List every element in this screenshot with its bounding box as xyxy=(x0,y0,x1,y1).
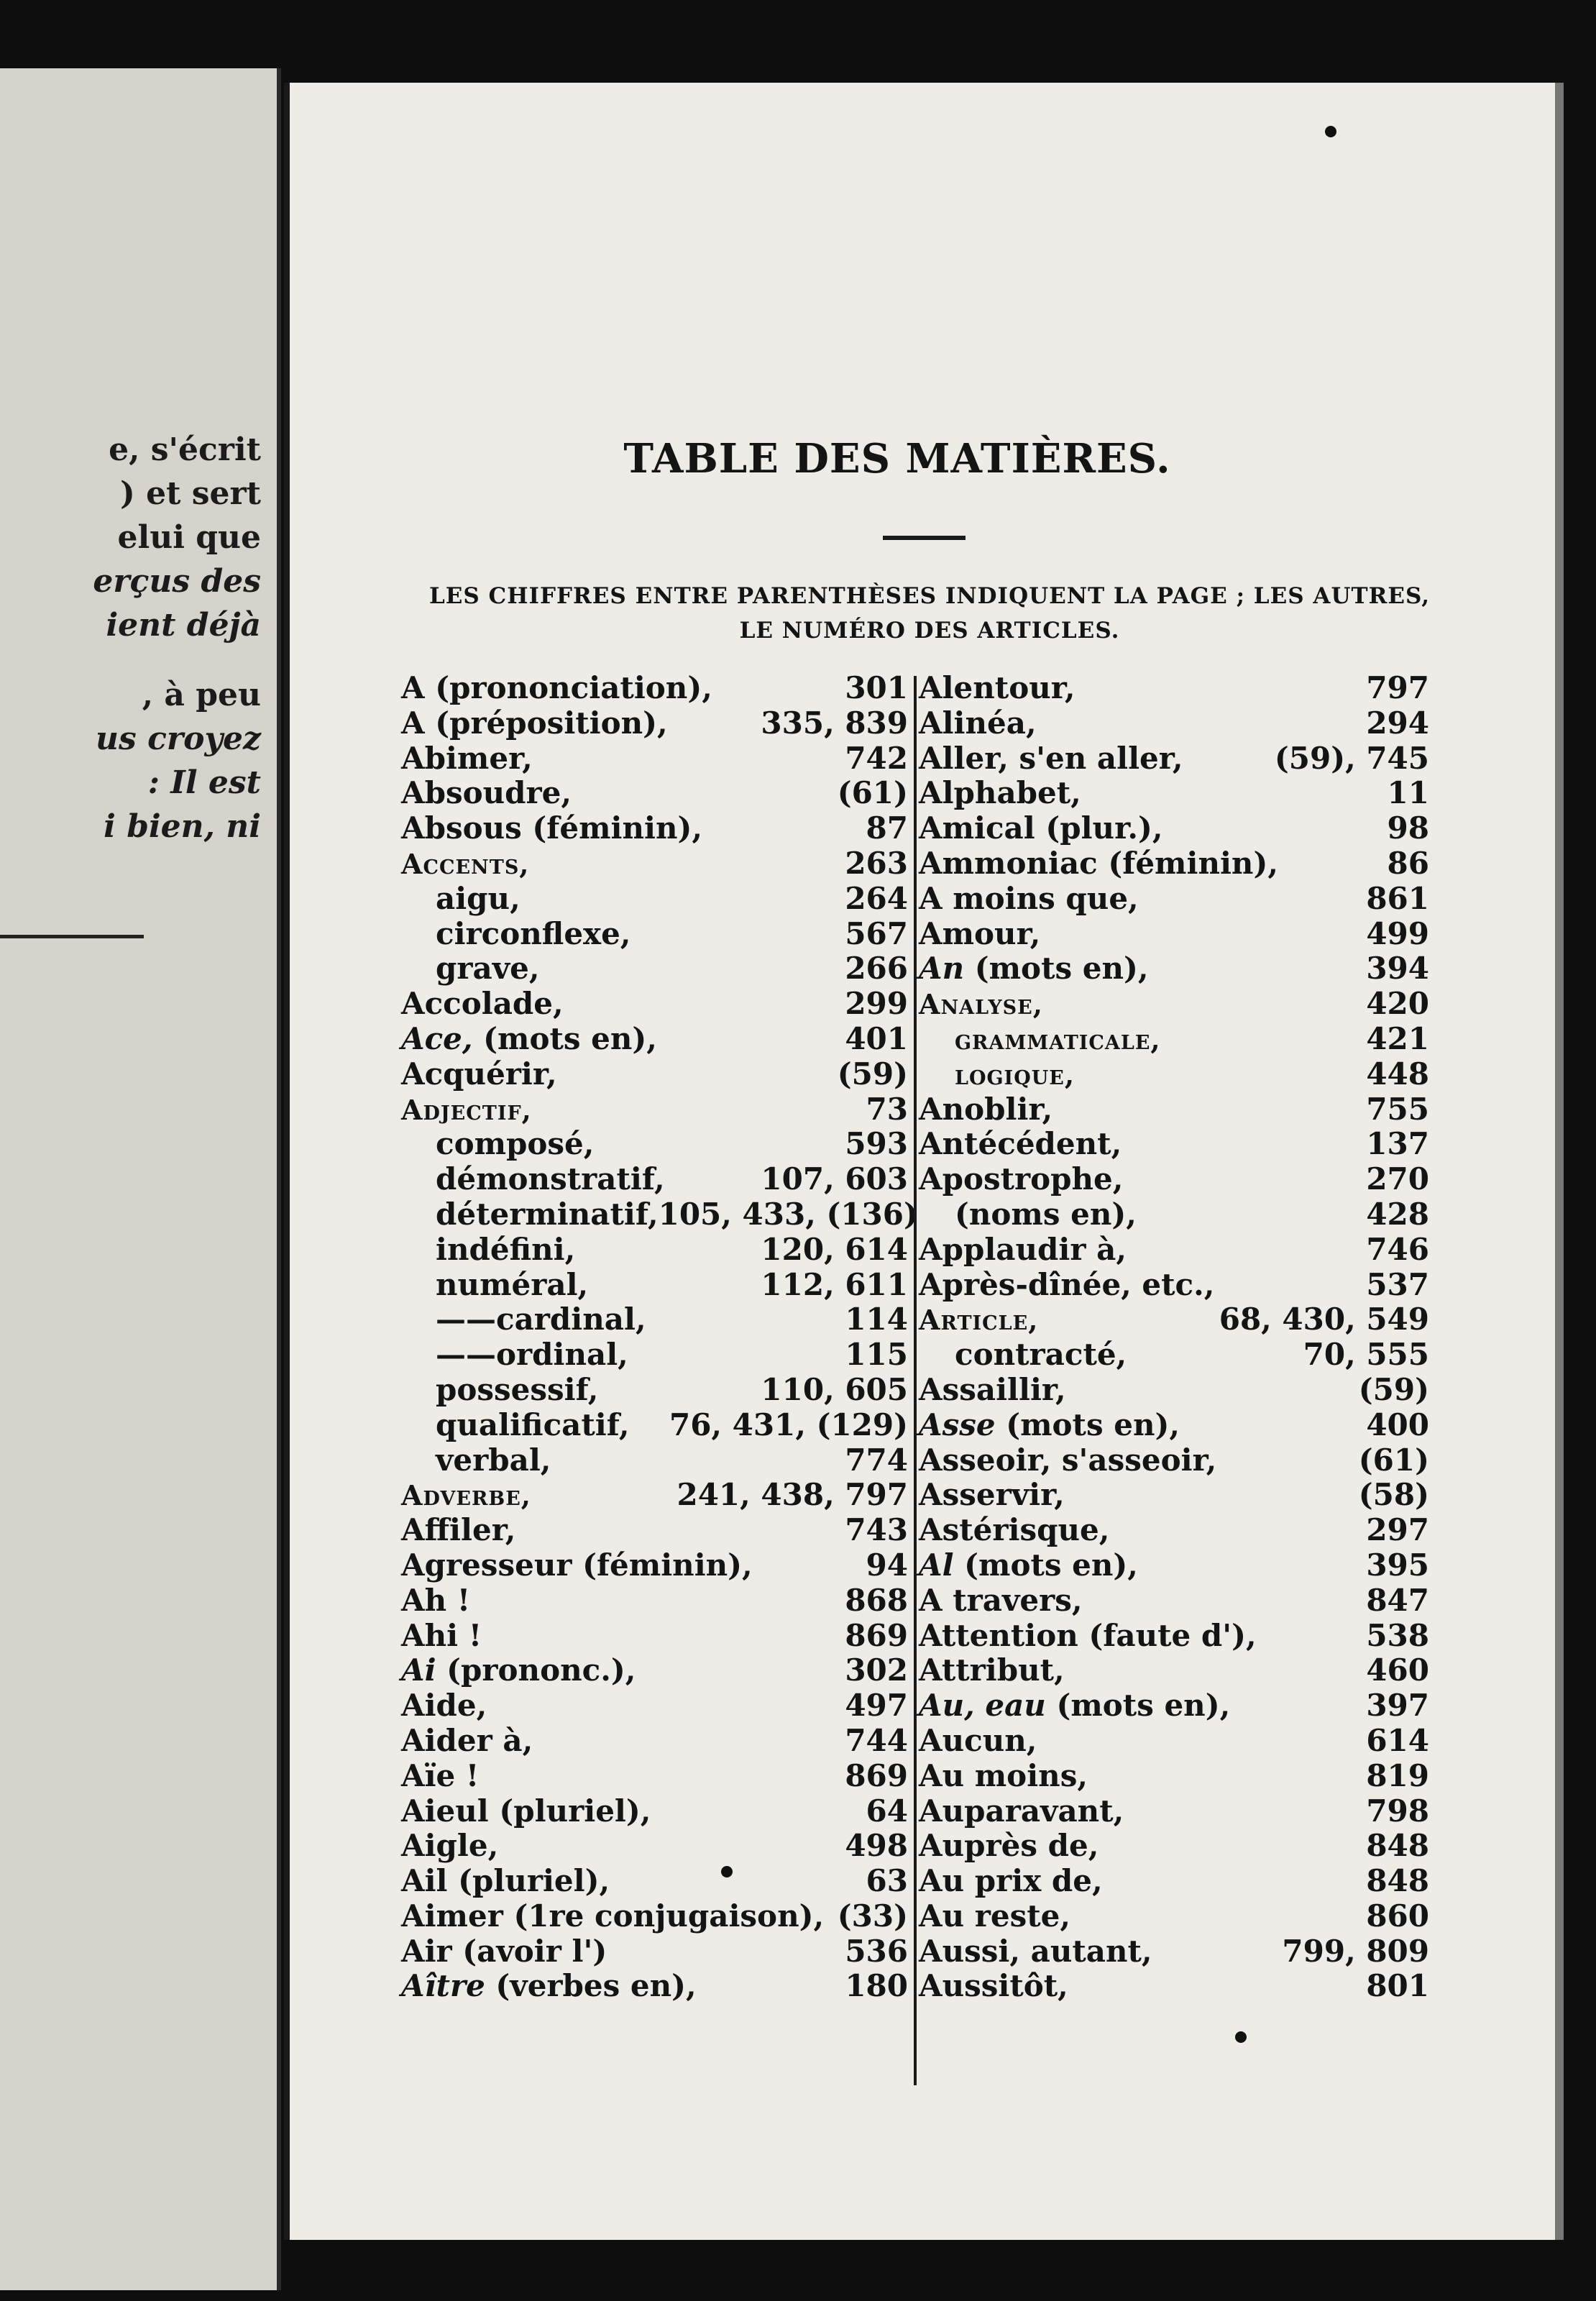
index-term: indéfini, xyxy=(436,1231,576,1267)
previous-page-line: i bien, ni xyxy=(104,808,261,845)
title-rule xyxy=(883,536,966,540)
index-entry xyxy=(919,1197,1429,1232)
index-entry xyxy=(919,1759,1429,1794)
index-reference: 68, 430, 549 xyxy=(1219,1302,1429,1337)
index-reference: 137 xyxy=(1366,1126,1429,1162)
index-term: logique, xyxy=(955,1058,1076,1091)
index-term: Après-dînée, etc., xyxy=(919,1266,1215,1302)
index-term: Absoudre, xyxy=(401,775,572,811)
index-entry xyxy=(401,1196,918,1232)
index-entry xyxy=(919,1162,1429,1197)
index-term: contracté, xyxy=(955,1337,1127,1373)
index-reference: 397 xyxy=(1366,1688,1429,1724)
index-term: possessif, xyxy=(436,1371,599,1407)
index-entry xyxy=(401,1829,908,1864)
index-term: A (prononciation), xyxy=(401,670,712,705)
index-note-line-2: LE NUMÉRO DES ARTICLES. xyxy=(739,618,1120,644)
index-term: Applaudir à, xyxy=(919,1231,1127,1267)
index-reference: 536 xyxy=(845,1933,908,1969)
index-reference: 266 xyxy=(845,951,908,987)
index-term: Amour, xyxy=(919,915,1041,951)
index-term: déterminatif, xyxy=(436,1196,659,1232)
index-entry xyxy=(401,1127,908,1162)
index-entry xyxy=(401,1092,908,1127)
index-reference: 860 xyxy=(1366,1898,1429,1934)
index-entry xyxy=(401,846,908,882)
index-entry xyxy=(919,1583,1429,1619)
index-reference: 744 xyxy=(845,1722,908,1758)
index-entry xyxy=(919,1478,1429,1513)
index-reference: (61) xyxy=(1358,1442,1429,1478)
index-reference: 868 xyxy=(845,1582,908,1618)
index-entry xyxy=(401,1864,908,1899)
print-speck xyxy=(721,1866,733,1877)
index-entry xyxy=(401,1408,908,1443)
index-term: Adjectif, xyxy=(401,1093,532,1126)
index-reference: 241, 438, 797 xyxy=(677,1477,908,1513)
index-reference: 420 xyxy=(1366,986,1429,1022)
previous-page-rule xyxy=(0,935,144,938)
index-term: Asseoir, s'asseoir, xyxy=(919,1442,1217,1478)
index-term: Auparavant, xyxy=(919,1793,1124,1829)
index-term: Ail (pluriel), xyxy=(401,1863,610,1899)
index-entry xyxy=(401,1548,908,1583)
index-reference: 302 xyxy=(845,1652,908,1688)
index-term: Amical (plur.), xyxy=(919,810,1163,846)
index-entry xyxy=(919,1794,1429,1829)
index-entry xyxy=(919,1548,1429,1583)
index-reference: 180 xyxy=(845,1968,908,2004)
index-term: Acquérir, xyxy=(401,1056,557,1092)
index-note-line-1: LES CHIFFRES ENTRE PARENTHÈSES INDIQUENT LA PAGE ; LES AUTRES, xyxy=(428,583,1431,609)
index-term: Aider à, xyxy=(401,1722,533,1758)
index-term: Attribut, xyxy=(919,1652,1065,1688)
index-entry xyxy=(401,1583,908,1619)
index-entry xyxy=(401,1794,908,1829)
index-entry xyxy=(401,951,908,987)
index-term: A moins que, xyxy=(919,880,1139,916)
index-term: Aieul (pluriel), xyxy=(401,1793,651,1829)
index-entry xyxy=(401,1759,908,1794)
index-term: Aimer (1re conjugaison), xyxy=(401,1898,825,1934)
index-entry xyxy=(919,882,1429,917)
index-reference: (59) xyxy=(837,1056,908,1092)
index-term: Au reste, xyxy=(919,1898,1070,1934)
index-reference: 861 xyxy=(1366,880,1429,916)
index-reference: 335, 839 xyxy=(761,705,908,741)
index-entry xyxy=(401,1724,908,1759)
index-term: Al (mots en), xyxy=(919,1547,1138,1583)
index-reference: 11 xyxy=(1387,775,1429,811)
index-entry xyxy=(919,1829,1429,1864)
index-term: Alphabet, xyxy=(919,775,1081,811)
index-reference: 428 xyxy=(1366,1196,1429,1232)
previous-page-line: elui que xyxy=(117,519,261,556)
previous-page-line: erçus des xyxy=(93,563,261,600)
index-column-right xyxy=(919,671,1429,2004)
previous-page xyxy=(0,68,281,2290)
index-term: Ai (prononc.), xyxy=(401,1652,636,1688)
index-term: Au prix de, xyxy=(919,1863,1103,1899)
index-reference: 497 xyxy=(845,1688,908,1724)
index-entry xyxy=(919,811,1429,846)
index-reference: 400 xyxy=(1366,1406,1429,1442)
print-speck xyxy=(1325,126,1336,137)
index-entry xyxy=(919,1092,1429,1127)
index-entry xyxy=(919,1864,1429,1899)
index-reference: 299 xyxy=(845,986,908,1022)
index-term: démonstratif, xyxy=(436,1161,665,1197)
index-reference: 448 xyxy=(1366,1056,1429,1092)
index-reference: 270 xyxy=(1366,1161,1429,1197)
index-reference: 819 xyxy=(1366,1757,1429,1793)
index-entry xyxy=(401,1162,908,1197)
index-entry xyxy=(919,1373,1429,1408)
index-reference: 421 xyxy=(1366,1020,1429,1056)
index-reference: 743 xyxy=(845,1512,908,1548)
page-title: TABLE DES MATIÈRES. xyxy=(623,435,1171,482)
index-term: Auprès de, xyxy=(919,1828,1099,1864)
index-reference: 120, 614 xyxy=(761,1231,908,1267)
index-entry xyxy=(919,1513,1429,1548)
index-term: Au moins, xyxy=(919,1757,1088,1793)
index-reference: 742 xyxy=(845,740,908,776)
index-entry xyxy=(919,741,1429,777)
index-reference: 297 xyxy=(1366,1512,1429,1548)
index-term: Absous (féminin), xyxy=(401,810,702,846)
index-term: Alentour, xyxy=(919,670,1076,705)
index-entry xyxy=(401,987,908,1022)
index-reference: 460 xyxy=(1366,1652,1429,1688)
index-term: Agresseur (féminin), xyxy=(401,1547,753,1583)
previous-page-line: , à peu xyxy=(142,677,261,713)
index-reference: 746 xyxy=(1366,1231,1429,1267)
index-term: An (mots en), xyxy=(919,951,1149,987)
index-reference: 107, 603 xyxy=(761,1161,908,1197)
index-term: Au, eau (mots en), xyxy=(919,1688,1231,1724)
index-entry xyxy=(401,882,908,917)
index-entry xyxy=(401,1232,908,1268)
previous-page-line: ) et sert xyxy=(119,475,261,512)
index-entry xyxy=(401,1969,908,2004)
index-reference: 264 xyxy=(845,880,908,916)
index-term: Aussitôt, xyxy=(919,1968,1068,2004)
index-entry xyxy=(919,1619,1429,1654)
index-entry xyxy=(919,1302,1429,1337)
index-reference: 98 xyxy=(1387,810,1429,846)
index-term: Aller, s'en aller, xyxy=(919,740,1183,776)
index-reference: 294 xyxy=(1366,705,1429,741)
previous-page-line: us croyez xyxy=(96,721,261,757)
index-term: Asse (mots en), xyxy=(919,1406,1180,1442)
index-term: Apostrophe, xyxy=(919,1161,1124,1197)
index-entry xyxy=(919,671,1429,706)
index-entry xyxy=(401,671,908,706)
index-term: circonflexe, xyxy=(436,915,631,951)
index-reference: (59) xyxy=(1358,1371,1429,1407)
index-reference: 76, 431, (129) xyxy=(669,1406,908,1442)
previous-page-line: : Il est xyxy=(147,764,261,801)
index-reference: 263 xyxy=(845,845,908,881)
index-reference: 567 xyxy=(845,915,908,951)
index-term: Antécédent, xyxy=(919,1126,1122,1162)
index-entry xyxy=(401,1373,908,1408)
index-term: Astérisque, xyxy=(919,1512,1110,1548)
index-term: ——ordinal, xyxy=(436,1337,628,1373)
index-term: Article, xyxy=(919,1304,1039,1337)
index-reference: 499 xyxy=(1366,915,1429,951)
index-entry xyxy=(919,1653,1429,1688)
index-reference: 94 xyxy=(866,1547,908,1583)
index-column-left xyxy=(401,670,918,2004)
index-entry xyxy=(919,1127,1429,1162)
index-term: Assaillir, xyxy=(919,1371,1066,1407)
previous-page-text xyxy=(93,428,261,848)
index-reference: 63 xyxy=(866,1863,908,1899)
index-entry xyxy=(919,1337,1429,1373)
index-entry xyxy=(919,1022,1429,1057)
index-entry xyxy=(919,1268,1429,1303)
index-entry xyxy=(401,776,908,811)
index-entry xyxy=(919,1408,1429,1443)
index-reference: 73 xyxy=(866,1091,908,1127)
index-reference: (59), 745 xyxy=(1274,740,1429,776)
index-reference: 395 xyxy=(1366,1547,1429,1583)
index-term: Air (avoir l') xyxy=(401,1933,607,1969)
previous-page-line xyxy=(93,647,261,673)
index-reference: 848 xyxy=(1366,1863,1429,1899)
index-term: Aigle, xyxy=(401,1828,499,1864)
index-entry xyxy=(919,987,1429,1022)
index-term: A (préposition), xyxy=(401,705,668,741)
index-term: Accolade, xyxy=(401,986,564,1022)
index-reference: 114 xyxy=(845,1302,908,1337)
index-term: aigu, xyxy=(436,880,520,916)
index-entry xyxy=(919,706,1429,741)
index-term: Aussi, autant, xyxy=(919,1933,1152,1969)
index-entry xyxy=(401,1688,908,1724)
index-reference: 869 xyxy=(845,1757,908,1793)
index-note xyxy=(412,579,1447,648)
index-term: Affiler, xyxy=(401,1512,516,1548)
index-entry xyxy=(919,846,1429,882)
index-entry xyxy=(401,1057,908,1092)
index-term: ——cardinal, xyxy=(436,1302,646,1337)
index-term: grave, xyxy=(436,951,540,987)
index-reference: 755 xyxy=(1366,1091,1429,1127)
index-entry xyxy=(919,951,1429,987)
index-entry xyxy=(401,917,908,952)
index-entry xyxy=(401,1337,908,1373)
index-term: qualificatif, xyxy=(436,1406,630,1442)
index-entry xyxy=(401,1022,908,1057)
index-entry xyxy=(401,1478,908,1513)
index-reference: 64 xyxy=(866,1793,908,1829)
index-reference: 105, 433, (136) xyxy=(658,1196,918,1232)
index-entry xyxy=(919,1688,1429,1724)
index-term: Anoblir, xyxy=(919,1091,1053,1127)
index-term: Abimer, xyxy=(401,740,533,776)
index-reference: 774 xyxy=(845,1442,908,1478)
index-reference: 70, 555 xyxy=(1303,1337,1429,1373)
index-reference: 401 xyxy=(845,1020,908,1056)
index-entry xyxy=(919,776,1429,811)
index-entry xyxy=(919,1724,1429,1759)
index-entry xyxy=(401,1443,908,1478)
index-reference: 848 xyxy=(1366,1828,1429,1864)
index-term: Alinéa, xyxy=(919,705,1037,741)
index-reference: 86 xyxy=(1387,845,1429,881)
index-reference: (33) xyxy=(837,1898,908,1934)
print-speck xyxy=(1235,2031,1247,2043)
index-reference: 301 xyxy=(845,670,908,705)
index-term: Attention (faute d'), xyxy=(919,1617,1257,1653)
index-term: Analyse, xyxy=(919,988,1043,1021)
index-reference: 110, 605 xyxy=(761,1371,908,1407)
index-reference: 614 xyxy=(1366,1722,1429,1758)
index-reference: 799, 809 xyxy=(1282,1933,1429,1969)
index-reference: 801 xyxy=(1366,1968,1429,2004)
index-term: grammaticale, xyxy=(955,1023,1161,1056)
index-entry xyxy=(919,1899,1429,1934)
index-entry xyxy=(401,706,908,741)
index-entry xyxy=(401,1302,908,1337)
column-divider xyxy=(914,676,917,2085)
index-term: Ammoniac (féminin), xyxy=(919,845,1278,881)
index-reference: 394 xyxy=(1366,951,1429,987)
index-entry xyxy=(919,1443,1429,1478)
index-term: Aucun, xyxy=(919,1722,1037,1758)
index-term: Aide, xyxy=(401,1688,487,1724)
index-entry xyxy=(401,1619,908,1654)
index-reference: 797 xyxy=(1366,670,1429,705)
index-reference: 112, 611 xyxy=(761,1266,908,1302)
index-reference: (58) xyxy=(1358,1477,1429,1513)
index-term: A travers, xyxy=(919,1582,1083,1618)
index-reference: (61) xyxy=(837,775,908,811)
index-term: Aïe ! xyxy=(401,1757,480,1793)
index-reference: 537 xyxy=(1366,1266,1429,1302)
index-term: composé, xyxy=(436,1126,595,1162)
index-reference: 798 xyxy=(1366,1793,1429,1829)
index-reference: 115 xyxy=(845,1337,908,1373)
index-term: Asservir, xyxy=(919,1477,1065,1513)
index-term: Adverbe, xyxy=(401,1479,532,1512)
index-reference: 538 xyxy=(1366,1617,1429,1653)
index-entry xyxy=(401,1934,908,1970)
index-reference: 593 xyxy=(845,1126,908,1162)
index-entry xyxy=(919,1232,1429,1268)
index-entry xyxy=(401,1899,908,1934)
index-reference: 869 xyxy=(845,1617,908,1653)
index-entry xyxy=(401,811,908,846)
index-reference: 847 xyxy=(1366,1582,1429,1618)
index-term: Ah ! xyxy=(401,1582,471,1618)
index-term: numéral, xyxy=(436,1266,589,1302)
index-term: Aître (verbes en), xyxy=(401,1968,697,2004)
index-reference: 498 xyxy=(845,1828,908,1864)
previous-page-line: ient déjà xyxy=(106,607,261,644)
index-term: Ahi ! xyxy=(401,1617,482,1653)
index-page xyxy=(284,83,1564,2240)
index-entry xyxy=(401,1513,908,1548)
index-term: Ace, (mots en), xyxy=(401,1020,657,1056)
index-term: Accents, xyxy=(401,847,530,880)
previous-page-line: e, s'écrit xyxy=(109,431,261,468)
index-term: (noms en), xyxy=(955,1196,1137,1232)
index-term: verbal, xyxy=(436,1442,551,1478)
index-entry xyxy=(401,741,908,777)
index-entry xyxy=(919,1969,1429,2004)
index-reference: 87 xyxy=(866,810,908,846)
index-entry xyxy=(401,1653,908,1688)
index-entry xyxy=(919,917,1429,952)
index-entry xyxy=(919,1057,1429,1092)
index-entry xyxy=(919,1934,1429,1970)
index-entry xyxy=(401,1268,908,1303)
